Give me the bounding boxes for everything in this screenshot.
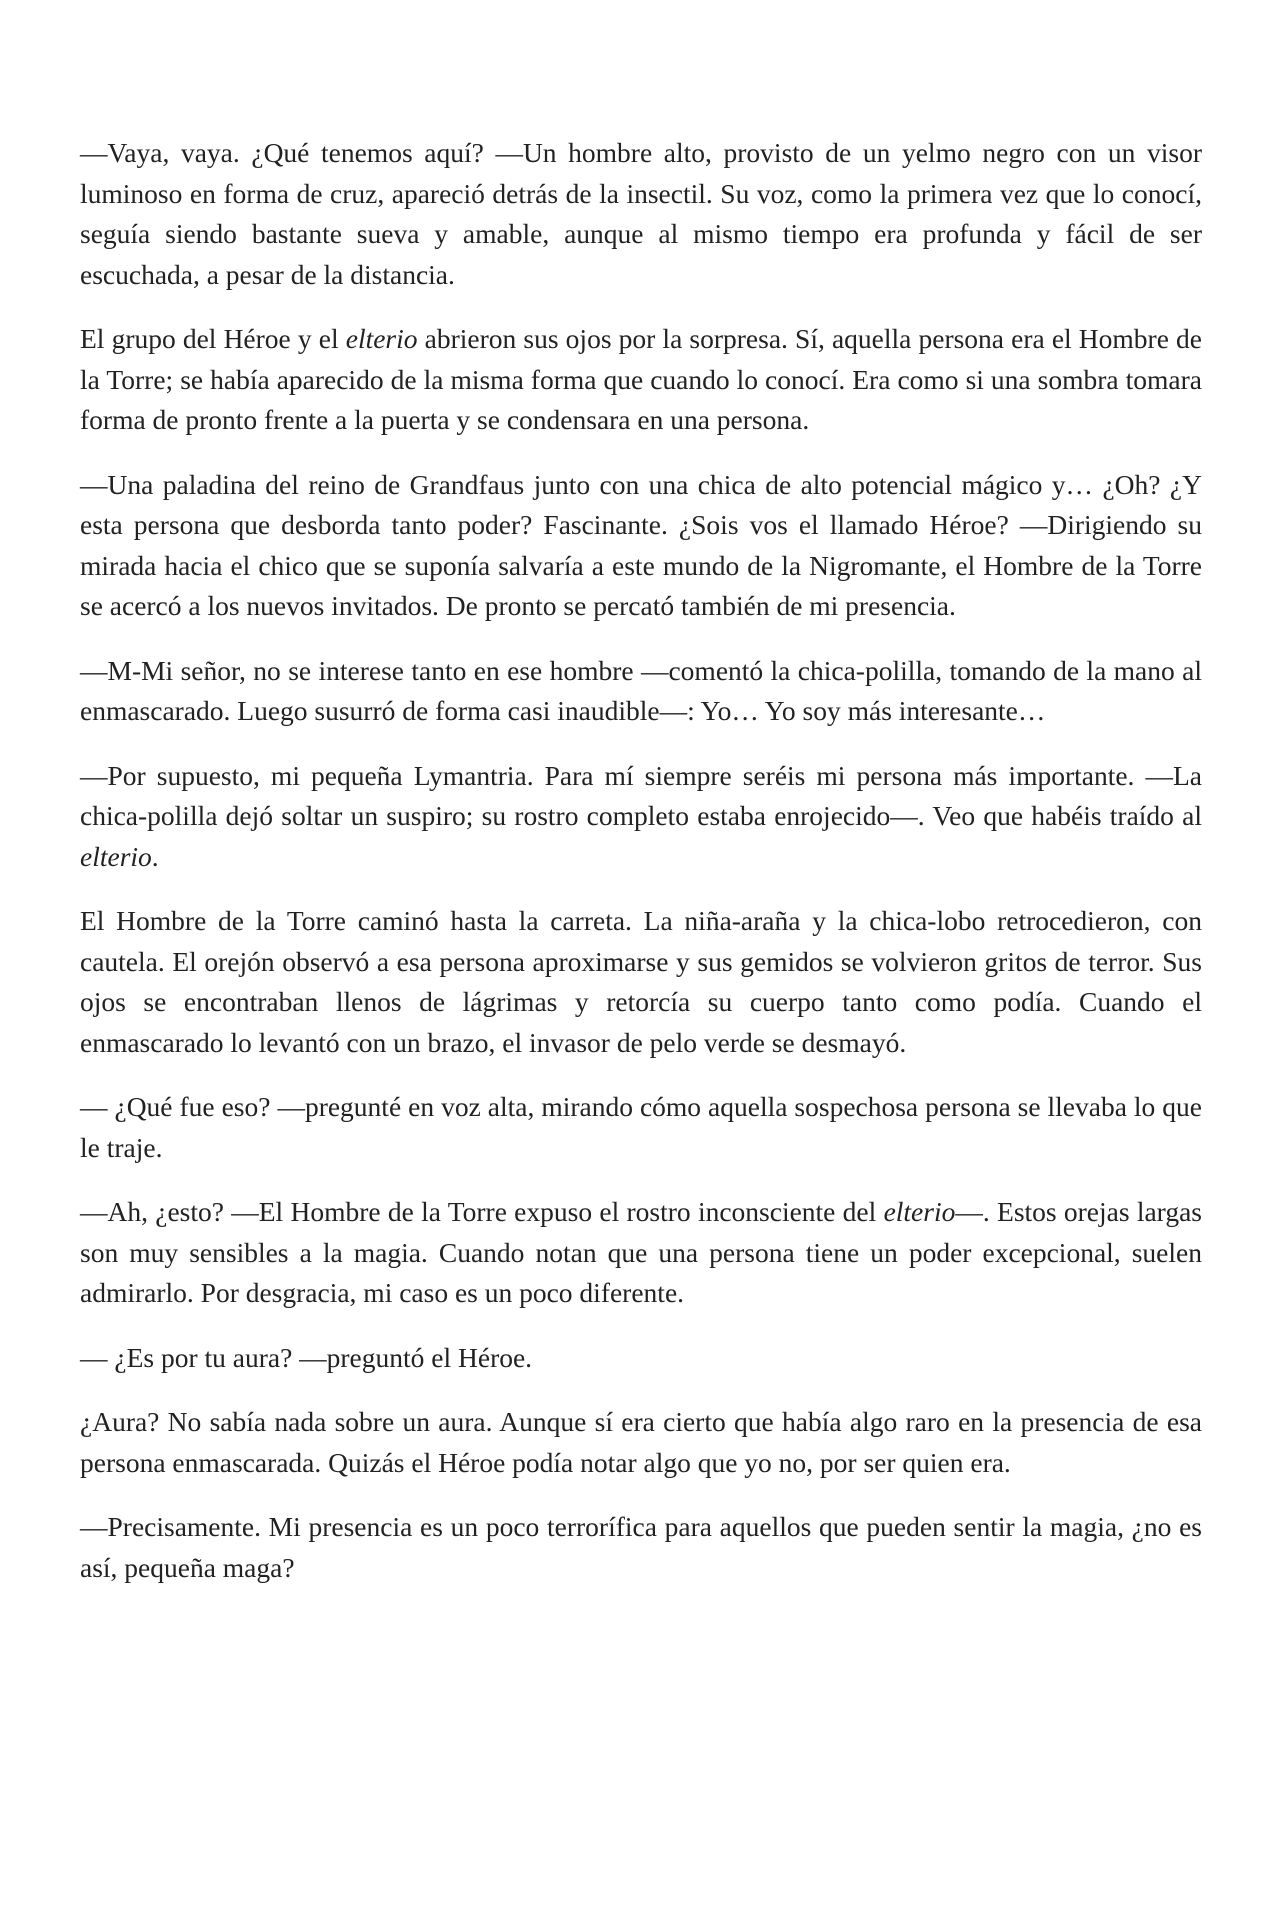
paragraph <box>80 465 1202 627</box>
text-run: El Hombre de la Torre caminó hasta la carreta. La niña-araña y la chica-lobo retrocedieron, con cautela. El orejón observó a esa persona aproximarse y sus gemidos se volvieron gritos de terror. Sus ojos se encontraban llenos de lágrimas y retorcía su cuerpo tanto como podía. Cuando el enmascarado lo levantó con un brazo, el invasor de pelo verde se desmayó. <box>80 905 1202 1058</box>
text-run: El grupo del Héroe y el <box>80 323 346 354</box>
paragraph <box>80 756 1202 878</box>
paragraph <box>80 651 1202 732</box>
paragraph <box>80 1338 1202 1379</box>
paragraph <box>80 1087 1202 1168</box>
italic-word: elterio <box>80 840 152 872</box>
paragraph <box>80 1402 1202 1483</box>
text-run: —M-Mi señor, no se interese tanto en ese hombre —comentó la chica-polilla, tomando de la mano al enmascarado. Luego susurró de forma casi inaudible—: Yo… Yo soy más interesante… <box>80 654 1202 726</box>
text-run: —. Estos orejas largas son muy sensibles a la magia. Cuando notan que una persona tiene un poder excepcional, suelen admirarlo. Por desgracia, mi caso es un poco diferente. <box>80 1196 1203 1308</box>
text-run: —Por supuesto, mi pequeña Lymantria. Para mí siempre seréis mi persona más importante. —La chica-polilla dejó soltar un suspiro; su rostro completo estaba enrojecido—. Veo que habéis traído al <box>80 759 1202 831</box>
text-run: —Vaya, vaya. ¿Qué tenemos aquí? —Un hombre alto, provisto de un yelmo negro con un visor luminoso en forma de cruz, apareció detrás de la insectil. Su voz, como la primera vez que lo conocí, seguía siendo bastante sueva y amable, aunque al mismo tiempo era profunda y fácil de ser escuchada, a pesar de la distancia. <box>80 137 1202 290</box>
paragraph <box>80 1507 1202 1588</box>
paragraph <box>80 319 1202 441</box>
text-run: abrieron sus ojos por la sorpresa. Sí, aquella persona era el Hombre de la Torre; se había aparecido de la misma forma que cuando lo conocí. Era como si una sombra tomara forma de pronto frente a la puerta y se condensara en una persona. <box>80 323 1203 435</box>
text-run: —Ah, ¿esto? —El Hombre de la Torre expuso el rostro inconsciente del <box>80 1196 884 1227</box>
paragraph <box>80 133 1202 295</box>
paragraph <box>80 901 1202 1063</box>
document-page <box>80 133 1202 1612</box>
text-run: . <box>151 840 159 872</box>
text-run: —Una paladina del reino de Grandfaus junto con una chica de alto potencial mágico y… ¿Oh? ¿Y esta persona que desborda tanto poder? Fascinante. ¿Sois vos el llamado Héroe? —Dirigiendo su mirada hacia el chico que se suponía salvaría a este mundo de la Nigromante, el Hombre de la Torre se acercó a los nuevos invitados. De pronto se percató también de mi presencia. <box>80 468 1202 621</box>
text-run: — ¿Es por tu aura? —preguntó el Héroe. <box>80 1341 533 1373</box>
text-run: ¿Aura? No sabía nada sobre un aura. Aunque sí era cierto que había algo raro en la presencia de esa persona enmascarada. Quizás el Héroe podía notar algo que yo no, por ser quien era. <box>80 1406 1202 1478</box>
text-run: — ¿Qué fue eso? —pregunté en voz alta, mirando cómo aquella sospechosa persona se llevaba lo que le traje. <box>80 1091 1202 1163</box>
italic-word: elterio <box>345 323 418 354</box>
text-run: —Precisamente. Mi presencia es un poco terrorífica para aquellos que pueden sentir la magia, ¿no es así, pequeña maga? <box>80 1511 1202 1583</box>
italic-word: elterio <box>883 1196 956 1227</box>
paragraph <box>80 1192 1202 1314</box>
